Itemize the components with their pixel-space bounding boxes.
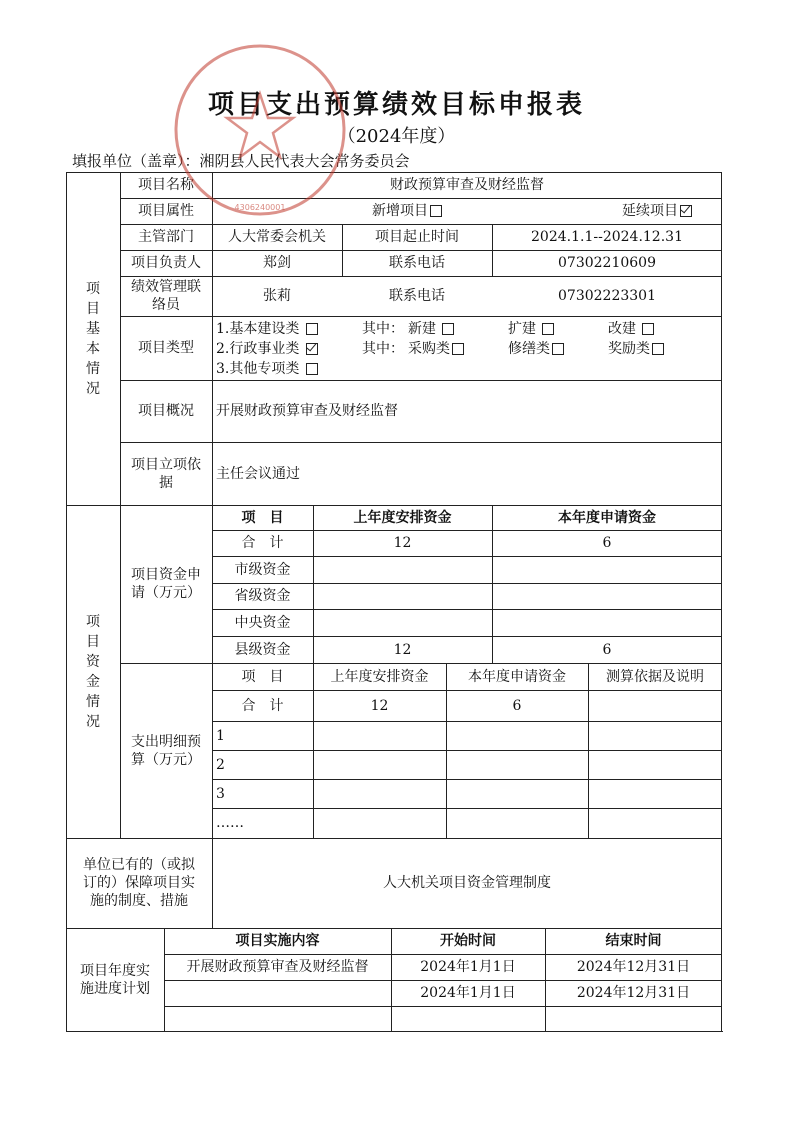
schedule-row-1-content: 开展财政预算审查及财经监督 <box>186 959 369 975</box>
attr-new-text: 新增项目 <box>372 203 428 219</box>
application-table <box>66 172 722 1032</box>
period-value: 2024.1.1--2024.12.31 <box>531 229 683 245</box>
project-type-options <box>212 316 722 380</box>
schedule-header-content: 项目实施内容 <box>235 933 320 949</box>
project-name-label: 项目名称 <box>138 177 194 193</box>
type-rebuild-checkbox[interactable] <box>642 323 654 335</box>
apply-row-central: 中央资金 <box>234 614 291 631</box>
type-admin-checkbox[interactable] <box>306 343 318 355</box>
attr-cont-option[interactable] <box>492 198 692 224</box>
type-repair[interactable]: 修缮类 <box>508 340 564 358</box>
type-reward-checkbox[interactable] <box>652 343 664 355</box>
type-admin[interactable]: 2.行政事业类 <box>216 340 318 358</box>
leader-phone-label: 联系电话 <box>389 255 445 271</box>
leader-label: 项目负责人 <box>131 255 201 271</box>
filing-unit-name: 湘阴县人民代表大会常务委员会 <box>199 152 410 170</box>
detail-row-3: 3 <box>216 785 225 802</box>
detail-total-last: 12 <box>370 697 389 714</box>
type-purchase-checkbox[interactable] <box>452 343 464 355</box>
detail-row-1: 1 <box>216 727 225 744</box>
perf-phone-label: 联系电话 <box>389 288 445 304</box>
apply-row-county: 县级资金 <box>234 641 291 658</box>
schedule-row-1-start: 2024年1月1日 <box>420 959 516 975</box>
basis-value: 主任会议通过 <box>216 465 300 482</box>
project-name-value: 财政预算审查及财经监督 <box>390 177 544 193</box>
type-new-build-checkbox[interactable] <box>442 323 454 335</box>
perf-contact-label: 绩效管理联络员 <box>131 279 201 313</box>
detail-row-more: …… <box>216 815 244 831</box>
type-purchase[interactable]: 采购类 <box>408 340 464 358</box>
overview-value: 开展财政预算审查及财经监督 <box>216 403 398 419</box>
filing-unit-label: 填报单位（盖章）： <box>72 152 200 170</box>
type-other[interactable]: 3.其他专项类 <box>216 360 318 378</box>
attr-cont-checkbox[interactable] <box>680 205 692 217</box>
type-other-checkbox[interactable] <box>306 363 318 375</box>
type-infra[interactable]: 1.基本建设类 <box>216 320 318 338</box>
leader-phone-value: 07302210609 <box>558 255 656 271</box>
svg-text:4306240001: 4306240001 <box>234 203 286 212</box>
apply-total-last: 12 <box>393 535 412 551</box>
project-type-label: 项目类型 <box>138 340 194 356</box>
detail-header-last: 上年度安排资金 <box>330 668 429 685</box>
schedule-row-2-content <box>164 980 391 1006</box>
filing-unit <box>72 150 410 171</box>
detail-header-item: 项 目 <box>241 668 284 685</box>
type-expand[interactable]: 扩建 <box>508 320 554 338</box>
attr-new-checkbox[interactable] <box>430 205 442 217</box>
detail-total-this: 6 <box>512 697 522 714</box>
fund-apply-label: 项目资金申请（万元） <box>131 567 201 601</box>
schedule-row-2-start: 2024年1月1日 <box>420 985 516 1001</box>
type-repair-checkbox[interactable] <box>552 343 564 355</box>
detail-budget-label: 支出明细预算（万元） <box>131 733 201 768</box>
overview-label: 项目概况 <box>138 403 194 419</box>
apply-county-last: 12 <box>393 641 412 658</box>
apply-header-this: 本年度申请资金 <box>558 509 656 526</box>
attr-new-option[interactable] <box>212 198 442 224</box>
type-infra-checkbox[interactable] <box>306 323 318 335</box>
apply-row-city: 市级资金 <box>234 561 291 578</box>
type-new-build[interactable]: 新建 <box>408 320 454 338</box>
dept-label: 主管部门 <box>138 229 194 245</box>
type-expand-checkbox[interactable] <box>542 323 554 335</box>
section-basic-label <box>66 172 120 505</box>
report-year: （2024年度） <box>337 126 456 147</box>
schedule-label: 项目年度实施进度计划 <box>80 963 150 997</box>
type-admin-prefix: 其中： <box>362 341 404 357</box>
type-infra-prefix: 其中： <box>362 321 404 337</box>
apply-row-province: 省级资金 <box>234 588 291 604</box>
apply-header-last: 上年度安排资金 <box>353 509 452 526</box>
section-funds-text: 项目资金情况 <box>86 613 100 730</box>
detail-row-total: 合 计 <box>241 697 284 714</box>
apply-county-this: 6 <box>602 641 612 658</box>
apply-total-this: 6 <box>602 535 612 551</box>
section-funds-label <box>66 505 120 838</box>
perf-phone-value: 07302223301 <box>558 288 656 304</box>
leader-value: 郑剑 <box>263 255 291 271</box>
schedule-row-2-end: 2024年12月31日 <box>576 985 691 1001</box>
schedule-header-start: 开始时间 <box>440 933 496 949</box>
dept-value: 人大常委会机关 <box>228 229 326 245</box>
apply-row-total: 合 计 <box>241 535 284 551</box>
perf-contact-value: 张莉 <box>263 288 291 304</box>
system-label: 单位已有的（或拟订的）保障项目实施的制度、措施 <box>83 857 195 909</box>
basis-label: 项目立项依据 <box>131 456 201 491</box>
section-basic-text: 项目基本情况 <box>86 280 100 397</box>
schedule-header-end: 结束时间 <box>605 933 662 949</box>
detail-header-this: 本年度申请资金 <box>468 668 566 685</box>
type-reward[interactable]: 奖励类 <box>608 340 664 358</box>
apply-header-item: 项 目 <box>241 509 284 526</box>
attr-cont-text: 延续项目 <box>622 203 678 219</box>
page-title: 项目支出预算绩效目标申报表 <box>207 90 585 120</box>
schedule-row-1-end: 2024年12月31日 <box>576 959 691 975</box>
detail-header-basis: 测算依据及说明 <box>606 668 704 685</box>
system-value: 人大机关项目资金管理制度 <box>383 875 551 891</box>
project-attr-label: 项目属性 <box>138 203 194 219</box>
type-rebuild[interactable]: 改建 <box>608 320 654 338</box>
detail-row-2: 2 <box>216 756 225 773</box>
period-label: 项目起止时间 <box>375 229 459 245</box>
